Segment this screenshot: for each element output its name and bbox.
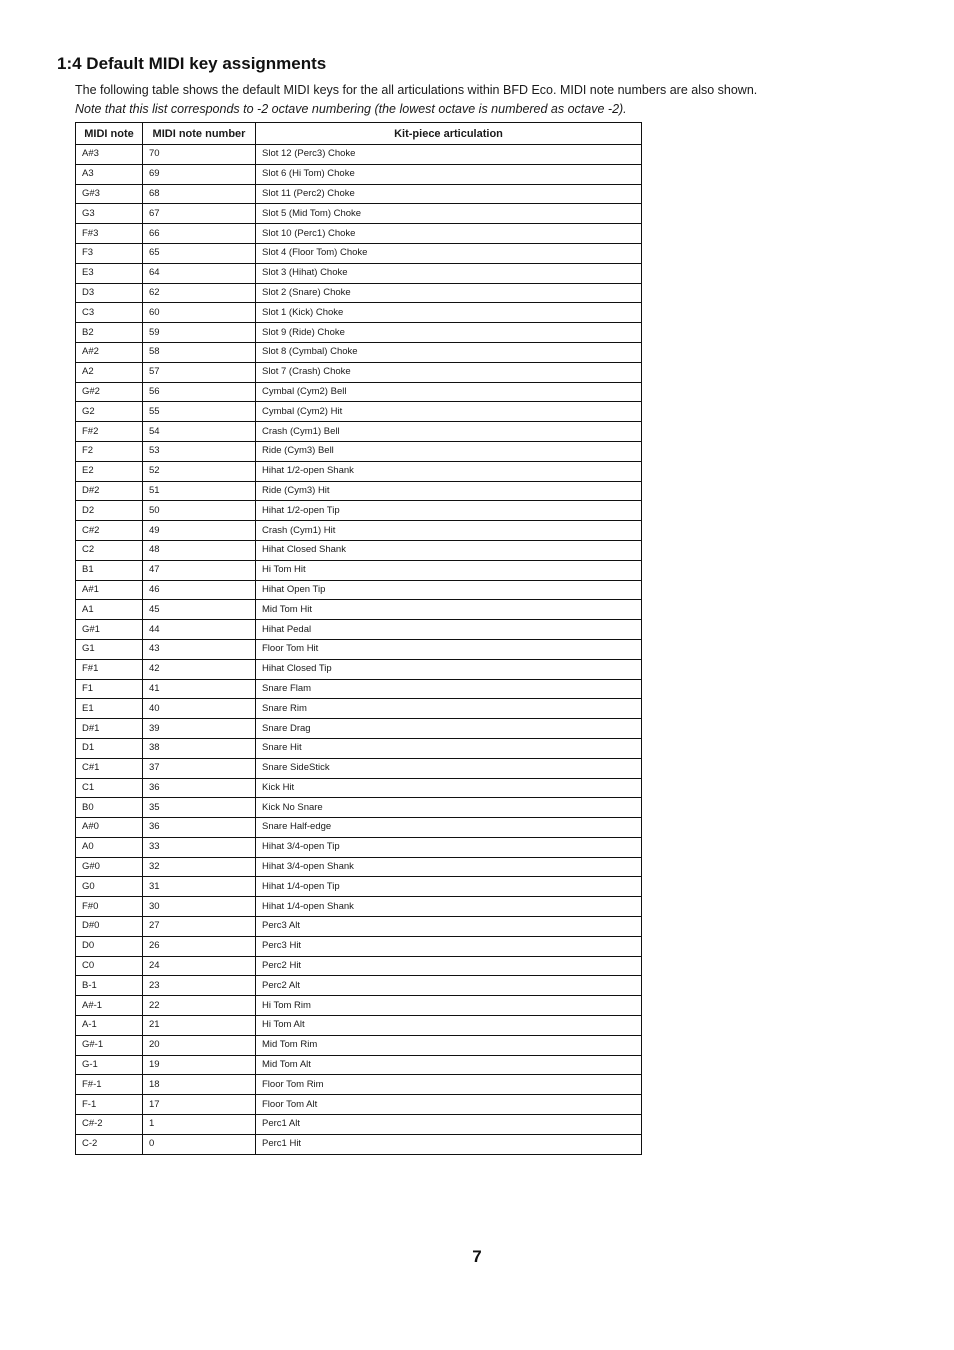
articulation-cell: Mid Tom Alt xyxy=(256,1055,642,1075)
midi-note-number-cell: 22 xyxy=(143,996,256,1016)
midi-note-cell: G#2 xyxy=(76,382,143,402)
midi-note-cell: A#0 xyxy=(76,818,143,838)
table-row xyxy=(76,996,642,1016)
articulation-cell: Slot 6 (Hi Tom) Choke xyxy=(256,164,642,184)
articulation-cell: Hihat 1/2-open Tip xyxy=(256,501,642,521)
table-row xyxy=(76,1035,642,1055)
midi-note-number-cell: 39 xyxy=(143,719,256,739)
midi-note-number-cell: 24 xyxy=(143,956,256,976)
midi-note-cell: D0 xyxy=(76,936,143,956)
midi-note-cell: D#1 xyxy=(76,719,143,739)
midi-note-number-cell: 64 xyxy=(143,263,256,283)
section-title: 1:4 Default MIDI key assignments xyxy=(57,54,327,73)
midi-note-cell: G-1 xyxy=(76,1055,143,1075)
table-row xyxy=(76,1095,642,1115)
midi-note-cell: F#2 xyxy=(76,422,143,442)
midi-note-number-cell: 62 xyxy=(143,283,256,303)
midi-note-cell: F3 xyxy=(76,243,143,263)
midi-note-cell: G1 xyxy=(76,639,143,659)
midi-note-cell: A0 xyxy=(76,837,143,857)
articulation-cell: Perc2 Hit xyxy=(256,956,642,976)
midi-note-cell: F2 xyxy=(76,441,143,461)
table-row xyxy=(76,204,642,224)
midi-note-cell: E1 xyxy=(76,699,143,719)
table-row xyxy=(76,402,642,422)
table-row xyxy=(76,501,642,521)
articulation-cell: Slot 7 (Crash) Choke xyxy=(256,362,642,382)
articulation-cell: Hihat Open Tip xyxy=(256,580,642,600)
midi-note-cell: G0 xyxy=(76,877,143,897)
table-row xyxy=(76,1055,642,1075)
articulation-cell: Slot 5 (Mid Tom) Choke xyxy=(256,204,642,224)
midi-note-cell: A3 xyxy=(76,164,143,184)
articulation-cell: Cymbal (Cym2) Bell xyxy=(256,382,642,402)
midi-note-number-cell: 65 xyxy=(143,243,256,263)
midi-note-number-cell: 32 xyxy=(143,857,256,877)
midi-note-number-cell: 33 xyxy=(143,837,256,857)
table-row xyxy=(76,917,642,937)
table-row xyxy=(76,897,642,917)
midi-note-number-cell: 36 xyxy=(143,818,256,838)
midi-note-number-cell: 48 xyxy=(143,540,256,560)
table-row xyxy=(76,818,642,838)
table-row xyxy=(76,778,642,798)
table-row xyxy=(76,362,642,382)
midi-note-cell: F1 xyxy=(76,679,143,699)
articulation-cell: Snare Half-edge xyxy=(256,818,642,838)
articulation-cell: Hi Tom Hit xyxy=(256,560,642,580)
articulation-cell: Kick Hit xyxy=(256,778,642,798)
articulation-cell: Perc3 Alt xyxy=(256,917,642,937)
octave-note: Note that this list corresponds to -2 octave numbering (the lowest octave is numbered as octave -2). xyxy=(75,102,627,116)
midi-note-number-cell: 46 xyxy=(143,580,256,600)
articulation-cell: Perc1 Alt xyxy=(256,1115,642,1135)
table-row xyxy=(76,580,642,600)
articulation-cell: Snare Rim xyxy=(256,699,642,719)
articulation-cell: Perc2 Alt xyxy=(256,976,642,996)
table-row xyxy=(76,422,642,442)
intro-block xyxy=(75,81,875,119)
table-row xyxy=(76,758,642,778)
articulation-cell: Snare Drag xyxy=(256,719,642,739)
midi-note-number-cell: 23 xyxy=(143,976,256,996)
table-row xyxy=(76,481,642,501)
midi-note-cell: D#2 xyxy=(76,481,143,501)
midi-note-number-cell: 67 xyxy=(143,204,256,224)
articulation-cell: Hihat 1/4-open Shank xyxy=(256,897,642,917)
midi-note-cell: B0 xyxy=(76,798,143,818)
articulation-cell: Hihat Closed Shank xyxy=(256,540,642,560)
table-row xyxy=(76,620,642,640)
articulation-cell: Hihat 3/4-open Shank xyxy=(256,857,642,877)
table-row xyxy=(76,1134,642,1154)
midi-note-number-cell: 56 xyxy=(143,382,256,402)
midi-note-number-cell: 19 xyxy=(143,1055,256,1075)
midi-note-cell: C3 xyxy=(76,303,143,323)
table-row xyxy=(76,145,642,165)
articulation-cell: Slot 8 (Cymbal) Choke xyxy=(256,342,642,362)
midi-note-number-cell: 53 xyxy=(143,441,256,461)
articulation-cell: Slot 9 (Ride) Choke xyxy=(256,323,642,343)
midi-note-cell: A2 xyxy=(76,362,143,382)
articulation-cell: Crash (Cym1) Hit xyxy=(256,521,642,541)
midi-note-cell: C0 xyxy=(76,956,143,976)
table-row xyxy=(76,283,642,303)
midi-key-table xyxy=(75,122,642,1155)
page-number: 7 xyxy=(472,1247,482,1266)
table-body xyxy=(76,145,642,1155)
table-row xyxy=(76,976,642,996)
midi-note-cell: D2 xyxy=(76,501,143,521)
articulation-cell: Hihat Pedal xyxy=(256,620,642,640)
midi-note-cell: G#3 xyxy=(76,184,143,204)
table-row xyxy=(76,1115,642,1135)
midi-note-cell: G#-1 xyxy=(76,1035,143,1055)
midi-note-cell: A#3 xyxy=(76,145,143,165)
midi-note-cell: E2 xyxy=(76,461,143,481)
midi-note-number-cell: 30 xyxy=(143,897,256,917)
articulation-cell: Snare SideStick xyxy=(256,758,642,778)
table-row xyxy=(76,639,642,659)
midi-note-cell: F#1 xyxy=(76,659,143,679)
midi-note-number-cell: 50 xyxy=(143,501,256,521)
articulation-cell: Mid Tom Hit xyxy=(256,600,642,620)
midi-note-number-cell: 21 xyxy=(143,1016,256,1036)
midi-note-cell: C#-2 xyxy=(76,1115,143,1135)
table-row xyxy=(76,659,642,679)
midi-note-cell: F#0 xyxy=(76,897,143,917)
articulation-cell: Hihat 1/4-open Tip xyxy=(256,877,642,897)
table-row xyxy=(76,877,642,897)
table-row xyxy=(76,521,642,541)
table-row xyxy=(76,461,642,481)
midi-note-number-cell: 27 xyxy=(143,917,256,937)
midi-note-number-cell: 37 xyxy=(143,758,256,778)
midi-note-cell: D1 xyxy=(76,738,143,758)
midi-note-cell: G3 xyxy=(76,204,143,224)
table-row xyxy=(76,600,642,620)
midi-note-number-cell: 49 xyxy=(143,521,256,541)
table-row xyxy=(76,798,642,818)
midi-note-cell: B1 xyxy=(76,560,143,580)
midi-note-number-cell: 41 xyxy=(143,679,256,699)
table-row xyxy=(76,719,642,739)
midi-note-cell: C-2 xyxy=(76,1134,143,1154)
midi-note-cell: G2 xyxy=(76,402,143,422)
midi-note-number-cell: 59 xyxy=(143,323,256,343)
midi-note-number-cell: 35 xyxy=(143,798,256,818)
midi-note-cell: A1 xyxy=(76,600,143,620)
midi-note-number-cell: 36 xyxy=(143,778,256,798)
midi-note-cell: F#-1 xyxy=(76,1075,143,1095)
table-row xyxy=(76,837,642,857)
midi-note-number-cell: 42 xyxy=(143,659,256,679)
midi-note-number-cell: 38 xyxy=(143,738,256,758)
midi-note-number-cell: 18 xyxy=(143,1075,256,1095)
table-row xyxy=(76,263,642,283)
table-row xyxy=(76,936,642,956)
table-row xyxy=(76,699,642,719)
midi-note-number-cell: 26 xyxy=(143,936,256,956)
articulation-cell: Perc1 Hit xyxy=(256,1134,642,1154)
header-midi-note-number: MIDI note number xyxy=(143,123,256,145)
articulation-cell: Hihat Closed Tip xyxy=(256,659,642,679)
table-row xyxy=(76,956,642,976)
articulation-cell: Ride (Cym3) Hit xyxy=(256,481,642,501)
midi-note-cell: B2 xyxy=(76,323,143,343)
articulation-cell: Mid Tom Rim xyxy=(256,1035,642,1055)
articulation-cell: Ride (Cym3) Bell xyxy=(256,441,642,461)
articulation-cell: Slot 4 (Floor Tom) Choke xyxy=(256,243,642,263)
midi-note-number-cell: 44 xyxy=(143,620,256,640)
midi-note-number-cell: 45 xyxy=(143,600,256,620)
intro-text: The following table shows the default MIDI keys for the all articulations within BFD Eco. MIDI note numbers are also shown. xyxy=(75,83,758,97)
midi-note-cell: A#1 xyxy=(76,580,143,600)
articulation-cell: Slot 12 (Perc3) Choke xyxy=(256,145,642,165)
midi-note-number-cell: 51 xyxy=(143,481,256,501)
midi-note-cell: D#0 xyxy=(76,917,143,937)
midi-note-number-cell: 52 xyxy=(143,461,256,481)
midi-note-cell: A#-1 xyxy=(76,996,143,1016)
midi-note-number-cell: 1 xyxy=(143,1115,256,1135)
articulation-cell: Hihat 3/4-open Tip xyxy=(256,837,642,857)
midi-note-number-cell: 54 xyxy=(143,422,256,442)
midi-note-number-cell: 58 xyxy=(143,342,256,362)
midi-note-number-cell: 68 xyxy=(143,184,256,204)
table-row xyxy=(76,1075,642,1095)
midi-note-number-cell: 40 xyxy=(143,699,256,719)
midi-note-cell: G#0 xyxy=(76,857,143,877)
articulation-cell: Floor Tom Alt xyxy=(256,1095,642,1115)
midi-note-number-cell: 66 xyxy=(143,224,256,244)
articulation-cell: Slot 10 (Perc1) Choke xyxy=(256,224,642,244)
table-row xyxy=(76,1016,642,1036)
midi-note-cell: D3 xyxy=(76,283,143,303)
table-row xyxy=(76,224,642,244)
articulation-cell: Slot 11 (Perc2) Choke xyxy=(256,184,642,204)
articulation-cell: Crash (Cym1) Bell xyxy=(256,422,642,442)
midi-note-number-cell: 17 xyxy=(143,1095,256,1115)
articulation-cell: Hihat 1/2-open Shank xyxy=(256,461,642,481)
midi-note-number-cell: 20 xyxy=(143,1035,256,1055)
articulation-cell: Cymbal (Cym2) Hit xyxy=(256,402,642,422)
table-row xyxy=(76,342,642,362)
midi-note-cell: C1 xyxy=(76,778,143,798)
midi-note-cell: E3 xyxy=(76,263,143,283)
midi-note-number-cell: 47 xyxy=(143,560,256,580)
articulation-cell: Hi Tom Rim xyxy=(256,996,642,1016)
articulation-cell: Perc3 Hit xyxy=(256,936,642,956)
table-row xyxy=(76,303,642,323)
midi-note-number-cell: 57 xyxy=(143,362,256,382)
articulation-cell: Hi Tom Alt xyxy=(256,1016,642,1036)
table-row xyxy=(76,857,642,877)
articulation-cell: Floor Tom Hit xyxy=(256,639,642,659)
midi-note-cell: B-1 xyxy=(76,976,143,996)
table-row xyxy=(76,560,642,580)
table-row xyxy=(76,243,642,263)
header-kit-piece-articulation: Kit-piece articulation xyxy=(256,123,642,145)
midi-note-number-cell: 69 xyxy=(143,164,256,184)
table-row xyxy=(76,679,642,699)
table-row xyxy=(76,441,642,461)
midi-note-number-cell: 70 xyxy=(143,145,256,165)
table-row xyxy=(76,738,642,758)
articulation-cell: Floor Tom Rim xyxy=(256,1075,642,1095)
midi-note-number-cell: 43 xyxy=(143,639,256,659)
table-row xyxy=(76,540,642,560)
articulation-cell: Snare Flam xyxy=(256,679,642,699)
midi-note-number-cell: 0 xyxy=(143,1134,256,1154)
table-row xyxy=(76,184,642,204)
table-row xyxy=(76,323,642,343)
midi-note-number-cell: 31 xyxy=(143,877,256,897)
midi-note-number-cell: 60 xyxy=(143,303,256,323)
articulation-cell: Slot 2 (Snare) Choke xyxy=(256,283,642,303)
articulation-cell: Slot 1 (Kick) Choke xyxy=(256,303,642,323)
articulation-cell: Slot 3 (Hihat) Choke xyxy=(256,263,642,283)
header-midi-note: MIDI note xyxy=(76,123,143,145)
midi-note-cell: F#3 xyxy=(76,224,143,244)
midi-note-cell: A#2 xyxy=(76,342,143,362)
midi-note-cell: C#2 xyxy=(76,521,143,541)
table-row xyxy=(76,382,642,402)
articulation-cell: Snare Hit xyxy=(256,738,642,758)
midi-note-cell: C2 xyxy=(76,540,143,560)
midi-note-number-cell: 55 xyxy=(143,402,256,422)
table-header-row xyxy=(76,123,642,145)
midi-note-cell: A-1 xyxy=(76,1016,143,1036)
midi-note-cell: C#1 xyxy=(76,758,143,778)
table-row xyxy=(76,164,642,184)
midi-note-cell: G#1 xyxy=(76,620,143,640)
midi-note-cell: F-1 xyxy=(76,1095,143,1115)
articulation-cell: Kick No Snare xyxy=(256,798,642,818)
